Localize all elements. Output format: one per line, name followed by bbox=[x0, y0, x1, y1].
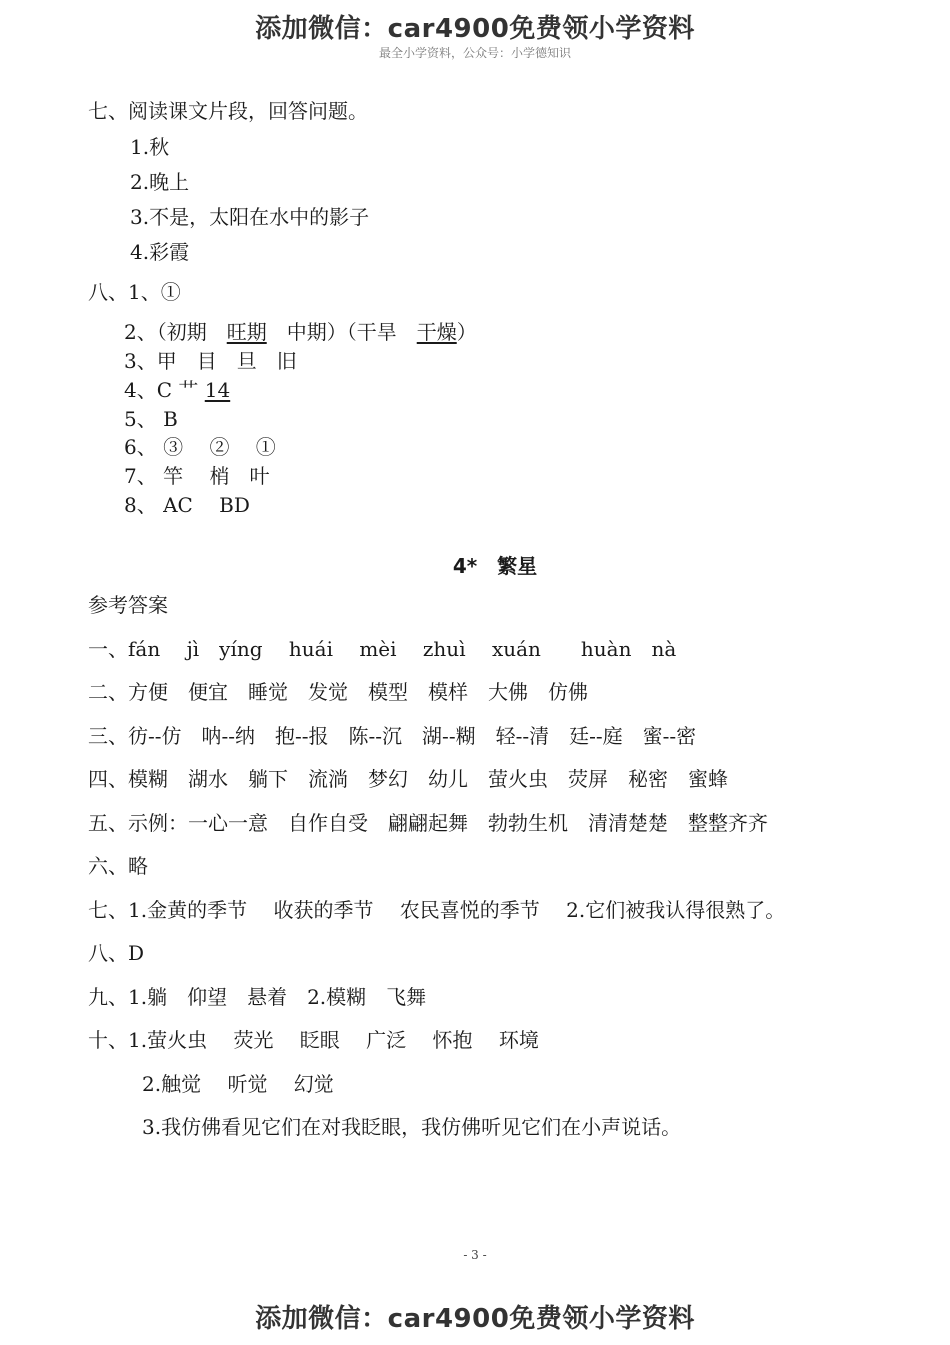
answer-5: 五、示例：一心一意 自作自受 翩翩起舞 勃勃生机 清清楚楚 整整齐齐 bbox=[88, 811, 768, 835]
section8-item-4-prefix: 4、C 艹 bbox=[124, 378, 205, 402]
section7-heading: 七、阅读课文片段，回答问题。 bbox=[88, 99, 368, 123]
section8-item-2-underlined-1: 旺期 bbox=[226, 320, 267, 344]
answer-10-item-3: 3.我仿佛看见它们在对我眨眼，我仿佛听见它们在小声说话。 bbox=[142, 1115, 682, 1139]
answer-6: 六、略 bbox=[88, 854, 148, 878]
section8-item-2-suffix: ） bbox=[456, 320, 477, 344]
section7-item-3: 3.不是，太阳在水中的影子 bbox=[130, 205, 370, 229]
section8-item-5: 5、 B bbox=[124, 407, 178, 431]
answer-10-item-1: 十、1.萤火虫 荧光 眨眼 广泛 怀抱 环境 bbox=[88, 1028, 539, 1052]
answer-10-item-2: 2.触觉 听觉 幻觉 bbox=[142, 1072, 334, 1096]
answer-9: 九、1.躺 仰望 悬着 2.模糊 飞舞 bbox=[88, 985, 427, 1009]
answer-8: 八、D bbox=[88, 941, 145, 965]
answer-7: 七、1.金黄的季节 收获的季节 农民喜悦的季节 2.它们被我认得很熟了。 bbox=[88, 898, 786, 922]
section8-item-1: 八、1、① bbox=[88, 280, 181, 304]
watermark-top: 添加微信：car4900免费领小学资料 bbox=[255, 14, 695, 44]
answer-2: 二、方便 便宜 睡觉 发觉 模型 模样 大佛 仿佛 bbox=[88, 680, 588, 704]
section8-item-2-mid: 中期）（干旱 bbox=[266, 320, 417, 344]
section8-item-2 bbox=[124, 319, 477, 345]
lesson-title: 4* 繁星 bbox=[452, 554, 538, 578]
answer-4: 四、模糊 湖水 躺下 流淌 梦幻 幼儿 萤火虫 荧屏 秘密 蜜蜂 bbox=[88, 767, 728, 791]
answer-1: 一、fán jì yíng huái mèi zhuì xuán huàn nà bbox=[88, 637, 677, 661]
section8-item-4-underlined: 14 bbox=[204, 378, 231, 402]
page-number: - 3 - bbox=[463, 1248, 487, 1262]
answer-label: 参考答案 bbox=[88, 593, 168, 617]
section7-item-2: 2.晚上 bbox=[130, 170, 190, 194]
section8-item-2-prefix: 2、（初期 bbox=[124, 320, 227, 344]
section8-item-8: 8、 AC BD bbox=[124, 493, 250, 517]
section8-item-6: 6、 ③ ② ① bbox=[124, 435, 276, 459]
section7-item-1: 1.秋 bbox=[130, 135, 170, 159]
section8-item-4 bbox=[124, 377, 230, 403]
watermark-subtext: 最全小学资料，公众号：小学德知识 bbox=[378, 46, 571, 60]
section7-item-4: 4.彩霞 bbox=[130, 240, 190, 264]
section8-item-7: 7、 竿 梢 叶 bbox=[124, 464, 270, 488]
section8-item-3: 3、甲 目 旦 旧 bbox=[124, 349, 297, 373]
section8-item-2-underlined-2: 干燥 bbox=[416, 320, 457, 344]
watermark-bottom: 添加微信：car4900免费领小学资料 bbox=[255, 1304, 695, 1334]
answer-3: 三、彷--仿 呐--纳 抱--报 陈--沉 湖--糊 轻--清 廷--庭 蜜--密 bbox=[88, 724, 697, 748]
